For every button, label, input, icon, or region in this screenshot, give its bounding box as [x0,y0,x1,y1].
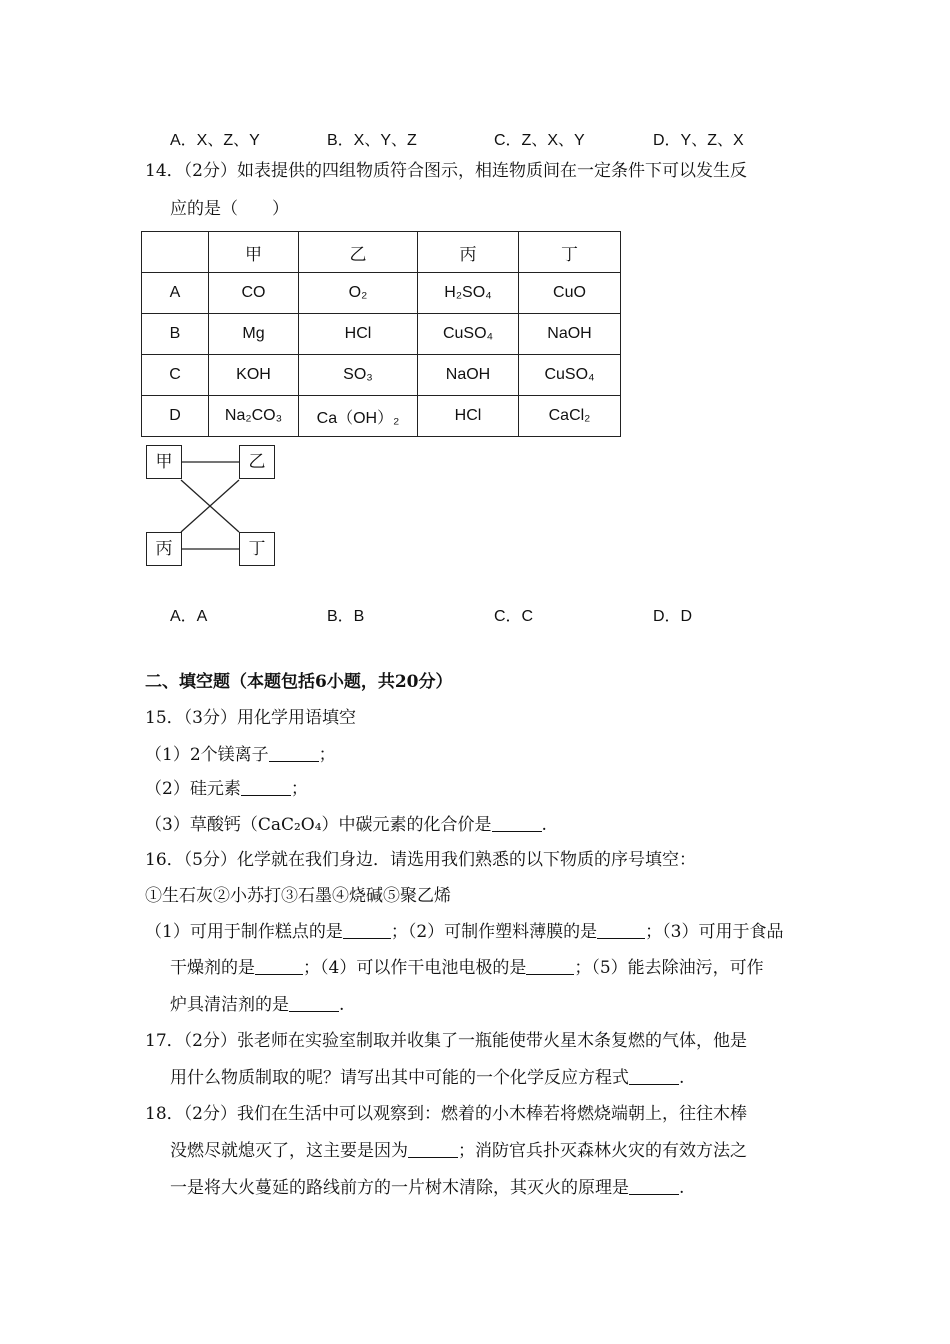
q16-text: 干燥剂的是 [170,958,255,978]
section-heading: 二、填空题（本题包括6小题，共20分） [145,672,453,692]
q16-line1 [145,920,783,944]
q17-line2 [170,1066,684,1090]
table-cell: NaOH [519,314,621,355]
q14-option-d: D．D [653,608,693,625]
q15-part1-text: （1）2个镁离子 [145,745,269,765]
diagram-node-bing: 丙 [146,532,182,566]
table-cell: Mg [209,314,299,355]
answer-blank[interactable] [343,922,391,939]
q14-table [141,231,621,437]
q16-line2 [170,956,764,980]
q16-text: ；（5）能去除油污，可作 [574,958,764,978]
q18-text: 一是将大火蔓延的路线前方的一片树木清除，其灭火的原理是 [170,1178,629,1198]
table-header-cell [142,232,209,273]
table-cell: Ca（OH）₂ [299,396,418,437]
q13-option-c: C．Z、X、Y [494,132,585,149]
table-header-cell: 甲 [209,232,299,273]
table-cell: CuSO₄ [418,314,519,355]
table-cell: SO₃ [299,355,418,396]
q14-stem-line1: 14．（2分）如表提供的四组物质符合图示，相连物质间在一定条件下可以发生反 [145,161,747,181]
diagram-node-yi: 乙 [239,445,275,479]
q15-part2 [145,777,308,801]
q14-option-c: C．C [494,608,534,625]
table-header-cell: 丙 [418,232,519,273]
q13-option-a: A．X、Z、Y [170,132,260,149]
q15-part3-end: . [541,815,547,835]
row-label: A [142,273,209,314]
q16-substance-list: ①生石灰②小苏打③石墨④烧碱⑤聚乙烯 [145,886,451,906]
table-row [142,273,621,314]
answer-blank[interactable] [255,958,303,975]
q16-text: . [339,995,345,1015]
diagram-node-jia: 甲 [146,445,182,479]
q14-option-a: A．A [170,608,208,625]
q18-line3 [170,1176,684,1200]
answer-blank[interactable] [597,922,645,939]
answer-blank[interactable] [269,745,319,762]
table-cell: NaOH [418,355,519,396]
q13-option-b: B．X、Y、Z [327,132,417,149]
table-cell: HCl [418,396,519,437]
q15-part3-text: （3）草酸钙（CaC₂O₄）中碳元素的化合价是 [145,815,492,835]
table-cell: CuO [519,273,621,314]
table-cell: CaCl₂ [519,396,621,437]
answer-blank[interactable] [289,995,339,1012]
q15-part2-text: （2）硅元素 [145,779,241,799]
table-header-cell: 乙 [299,232,418,273]
q14-option-b: B．B [327,608,365,625]
q18-text: 没燃尽就熄灭了，这主要是因为 [170,1141,408,1161]
diagram-node-ding: 丁 [239,532,275,566]
answer-blank[interactable] [629,1068,679,1085]
q16-line3 [170,993,344,1017]
row-label: D [142,396,209,437]
table-cell: H₂SO₄ [418,273,519,314]
table-cell: Na₂CO₃ [209,396,299,437]
table-row [142,396,621,437]
q17-text: . [679,1068,685,1088]
table-row [142,314,621,355]
answer-blank[interactable] [492,815,542,832]
answer-blank[interactable] [408,1141,458,1158]
q14-stem-line2: 应的是（ ） [170,199,289,219]
q16-text: ；（2）可制作塑料薄膜的是 [390,922,598,942]
q13-option-d: D．Y、Z、X [653,132,744,149]
q16-text: ；（4）可以作干电池电极的是 [303,958,527,978]
table-cell: HCl [299,314,418,355]
table-header-cell: 丁 [519,232,621,273]
q16-text: （1）可用于制作糕点的是 [145,922,343,942]
answer-blank[interactable] [526,958,574,975]
q18-line2 [170,1139,747,1163]
q15-stem: 15．（3分）用化学用语填空 [145,708,356,728]
table-cell: KOH [209,355,299,396]
q16-stem: 16．（5分）化学就在我们身边．请选用我们熟悉的以下物质的序号填空： [145,850,696,870]
q15-part1 [145,743,336,767]
answer-blank[interactable] [241,779,291,796]
table-cell: CO [209,273,299,314]
q15-part1-end: ； [318,745,336,765]
table-cell: O₂ [299,273,418,314]
answer-blank[interactable] [629,1178,679,1195]
row-label: B [142,314,209,355]
q17-text: 用什么物质制取的呢？请写出其中可能的一个化学反应方程式 [170,1068,629,1088]
row-label: C [142,355,209,396]
q15-part2-end: ； [290,779,308,799]
q16-text: ；（3）可用于食品 [645,922,784,942]
q18-line1: 18．（2分）我们在生活中可以观察到：燃着的小木棒若将燃烧端朝上，往往木棒 [145,1104,747,1124]
q18-text: ；消防官兵扑灭森林火灾的有效方法之 [458,1141,747,1161]
q16-text: 炉具清洁剂的是 [170,995,289,1015]
table-header-row [142,232,621,273]
q15-part3 [145,813,547,837]
table-cell: CuSO₄ [519,355,621,396]
q18-text: . [679,1178,685,1198]
table-row [142,355,621,396]
q17-line1: 17．（2分）张老师在实验室制取并收集了一瓶能使带火星木条复燃的气体，他是 [145,1031,747,1051]
